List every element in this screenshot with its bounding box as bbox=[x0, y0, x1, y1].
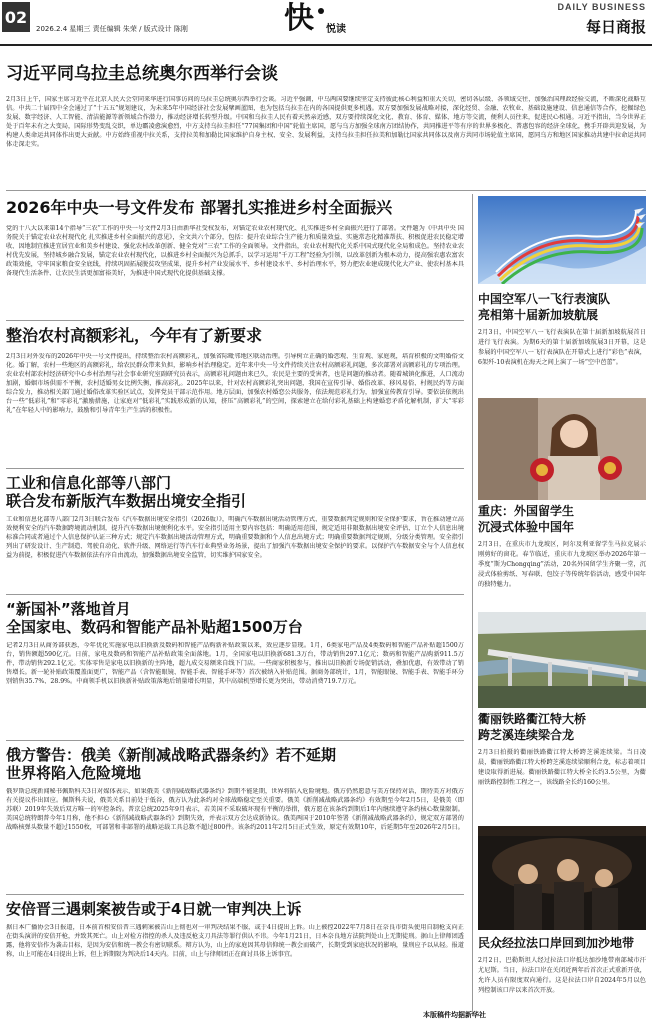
caption-title: 中国空军八一飞行表演队 亮相第十届新加坡航展 bbox=[478, 292, 611, 322]
page-header bbox=[0, 0, 652, 46]
page-number: 02 bbox=[2, 2, 30, 32]
divider bbox=[6, 468, 464, 469]
article-body: 据日本广播协会3日报道，日本前首相安倍晋三遇刺案被告山上彻也对一审判决结果不服，或于4日提出上诉。山上被控2022年7月8日在奈良市街头使用自制枪支向正在街头演讲的安倍开枪，并致其死亡。山上对检方指控的杀人及违反枪支刀具法等罪行供认不讳。今年1月21日，日本奈良地方法院判处山上无期徒刑。据山上律师团透露，他将安倍作为袭击目标，是因为安倍和统一教会有密切联系。辩方认为，山上的家庭因其母信仰统一教会而破产，长期受到家庭状况的影响，量刑应予以从轻。报道称，山上可能在4日提出上诉，但上诉期限为判决后14天内。目前，山上与律师团正在商讨具体上诉事宜。 bbox=[6, 924, 464, 958]
article-no1-document bbox=[6, 198, 464, 317]
article-body: 2月3日对外发布的2026年中央一号文件提出，持续整治农村高额彩礼，加强省际毗邻地区联动治理。引导树立正确的婚恋观、生育观、家庭观，培育积极的文明婚俗文化。婚丁解，农村一些地区的高额彩礼，给农民群众带来负担，影响乡村治理稳定。近年来中央一号文件持续关注农村高额彩礼问题，多次部署对高额彩礼的专项治理。农业农村部农村经济研究中心乡村治理与社会事业研究室副研究员表示，高额彩礼问题由来已久，农民是主要的受害者，也是问题的推动者。随着城镇化推进，人口流动加剧，婚姻市场供需不平衡，农村适婚男女比例失衡，推高彩礼。2025年以来，针对农村高额彩礼突出问题，我国在宣传引导、婚俗改革、移风易俗、村规民约等方面综合发力，推动相关部门通过婚俗改革实验区试点，发挥党员干部示范作用。地方层面，加强农村婚恋公共服务，依法规范彩礼行为，加强宣传教育引导。要依法依规出台一些“低彩礼”和“零彩礼”激励措施，让家庭对“低彩礼”实践形成新的认知，挤压“高额彩礼”的空间，探索建立在给付彩礼基础上构建婚恋矛盾化解机制，扩大“零彩礼”在年轻人中的影响力，鼓励和引导青年生产生活的积极性。 bbox=[6, 353, 464, 415]
article-body: 俄罗斯总统新闻秘书佩斯科夫3日对媒体表示，如果俄美《新削减战略武器条约》到期不能延期，世界将陷入危险境地。俄方仍然愿意与美方保持对话，期待美方对俄方有关提议作出回应。佩斯科夫说，俄美关系目前处于低谷，俄方认为此条约对全球战略稳定至关重要。俄美《新削减战略武器条约》有效期至今年2月5日，是俄美（即苏联）2019年失效后双方唯一的军控条约。普京总统2025年9月表示，若美国不采取破坏现有平衡的举措，俄方愿在该条约到期后1年内继续遵守条约核心数量限制。美国总统特朗普今年1月称，他不担心《新削减战略武器条约》到期失效，并表示双方会达成新协议。俄美两国于2010年签署《新削减战略武器条约》，规定双方部署的战略核弹头数量不超过1550枚，可部署和非部署的战略运载工具总数不超过800件。该条约2011年2月5日正式生效，原定有效期10年，后延期5年至2026年2月5日。 bbox=[6, 788, 464, 831]
photo-railway-bridge bbox=[478, 612, 646, 708]
caption-title: 衢丽铁路衢江特大桥 跨芝溪连续梁合龙 bbox=[478, 712, 587, 742]
article-russia-us-treaty bbox=[6, 746, 464, 874]
article-body: 工业和信息化部等八部门2月3日联合发布《汽车数据出境安全指引（2026版）》，明确汽车数据出境活动管理方式、重要数据判定规则和安全保护要求，旨在推动建立高效便利安全的汽车数据跨境流动机制，提升汽车数据出境便利化水平。安全指引适用主要内容包括：明确适用范围，规定适用非限数据出境安全评估、订立个人信息出境标准合同或者通过个人信息保护认证三种方式；规定汽车数据出境活动管理方式，明确重要数据和个人信息出境方式；明确重要数据判定规则，分级分类管理。安全指引列出了研发设计、生产制造、驾驶自动化、软件升级、网络运行等汽车行业典型业务场景，提出了加强汽车数据出境安全保护的要求。以保护汽车数据安全与个人信息权益为前提，积极促进汽车数据依法有序自由流动，加强数据出境安全监管，切实维护国家安全。 bbox=[6, 516, 464, 559]
headline: 2026年中央一号文件发布 部署扎实推进乡村全面振兴 bbox=[6, 198, 393, 217]
article-body: 2月3日上午，国家主席习近平在北京人民大会堂同来华进行国事访问的乌拉圭总统奥尔西举行会谈。习近平强调，中乌两国要继续坚定支持彼此核心利益和重大关切，密切各层级、各领域交往，加强治国理政经验交流，不断深化战略互信。中共二十届四中全会通过了“十五五”规划建议，为未来5年中国经济社会发展擘画蓝图，也为包括乌拉圭在内的各国提供更多机遇。双方要加强发展战略对接，深化经贸、金融、农牧业、基础设施建设、信息通信等合作，挖掘绿色发展、数字经济、人工智能、清洁能源等新领域合作潜力，推动经济增长转型升级。中国和乌拉圭人民有着天然亲近感，双方要持续深化文化、教育、体育、媒体、地方等交流，便利人员往来，促进民心相通。习近平指出，当今世界正处于百年未有之大变局，国际形势变乱交织，单边霸凌愈演愈烈，中方支持乌拉圭担任“77国集团和中国”轮值主席国，愿与乌方加强全球南方团结协作，共同推进平等有序的世界多极化、普惠包容的经济全球化，携手开辟共迎发展，为构建人类命运共同体作出更大贡献。中方始终重视中拉关系，支持拉美和加勒比国家维护自身主权、安全、发展利益，支持乌拉圭担任拉美和加勒比国家共同体以及南方共同市场轮值主席国，愿同乌方和地区国家推动共建中拉命运共同体走深走实。 bbox=[6, 96, 646, 149]
photo-air-show bbox=[478, 196, 646, 284]
headline: 整治农村高额彩礼，今年有了新要求 bbox=[6, 326, 263, 345]
article-abe-case bbox=[6, 900, 464, 1006]
article-bride-price bbox=[6, 326, 464, 457]
divider bbox=[6, 740, 464, 741]
caption-body: 2月3日，在重庆市九龙坡区，阿尔及利亚留学生马拉克展示刚剪好的窗花。春节临近，重庆市九龙坡区举办2026年第一季度“斯为Chongqing”活动，20名外国留学生齐聚一堂，沉浸式体验剪纸、写春联、包饺子等传统年俗活动，感受中国年的独特魅力。 bbox=[478, 541, 646, 588]
issue-meta: 2026.2.4 星期三 责任编辑 朱荣 / 版式设计 陈刚 bbox=[36, 25, 188, 33]
article-auto-data bbox=[6, 474, 464, 588]
column-divider bbox=[472, 194, 473, 1016]
article-xi-uruguay bbox=[6, 64, 646, 200]
headline: 工业和信息化部等八部门 联合发布新版汽车数据出境安全指引 bbox=[6, 474, 247, 510]
column-dot bbox=[318, 8, 324, 14]
headline: 习近平同乌拉圭总统奥尔西举行会谈 bbox=[6, 64, 278, 84]
headline: 安倍晋三遇刺案被告或于4日就一审判决上诉 bbox=[6, 900, 302, 918]
caption-body: 2月3日，中国空军八一飞行表演队在第十届新加坡航展首日进行飞行表演。为期6天的第十届新加坡航展3日开幕，这是参展的中国空军八一飞行表演队在开幕式上进行“彩色”表演，6架歼-10表演机在海天之间上演了一场“空中芭蕾”。 bbox=[478, 329, 646, 366]
brand-english: DAILY BUSINESS bbox=[557, 2, 646, 12]
headline: “新国补”落地首月 全国家电、数码和智能产品补贴超1500万台 bbox=[6, 600, 303, 636]
article-body: 记者2月3日从商务部获悉，今年优化实施家电以旧换新及数码和智能产品购新补贴政策以来，效应逐步显现。1月，6类家电产品及4类数码和智能产品补贴超1500万台，销售额超590亿元。日前，家电及数码和智能产品补贴政策全面落地。1月，全国家电以旧换新681.3万台，带动销售297.1亿元；数码和智能产品购新911.5万件，带动销售292.1亿元。实体零售是家电以旧换新的主阵地，超九成交易额来自线下门店。一些商家积极参与，推出以旧换新专场促销活动，叠加优惠，有效带动了销售增长。新一轮补贴政策覆盖面更广，智能产品（含智能眼镜、智能手表、智能手环等）首次被纳入补贴范围。据商务部统计，1月，智能眼镜、智能手表、智能手环分别销售35.7%、28.9%。中商领手机以旧换新补贴政策落地后销量增长明显，其中高端机型增长更为突出，带动消费719.7万元。 bbox=[6, 642, 464, 685]
caption-body: 2月2日，巴勒斯坦人经过拉法口岸抵达加沙地带南部城市汗尤尼斯。当日，拉法口岸在关闭近两年后首次正式重新开放，允许人员有限度双向通行。这是拉法口岸自2024年5月以色列控制该口岸以来首次开放。 bbox=[478, 957, 646, 994]
photo-rafah-crossing bbox=[478, 826, 646, 930]
caption-title: 重庆：外国留学生 沉浸式体验中国年 bbox=[478, 504, 575, 534]
photo-chongqing-student bbox=[478, 398, 646, 500]
divider bbox=[6, 320, 464, 321]
brand-chinese: 每日商报 bbox=[585, 18, 646, 36]
column-name: 悦读 bbox=[326, 24, 346, 35]
column-mark: 快 bbox=[284, 1, 314, 36]
article-trade-in bbox=[6, 600, 464, 732]
divider bbox=[6, 594, 464, 595]
divider bbox=[6, 190, 646, 191]
footer-credit: 本版稿件均据新华社 bbox=[423, 1011, 486, 1019]
headline: 俄方警告：俄美《新削减战略武器条约》若不延期 世界将陷入危险境地 bbox=[6, 746, 337, 782]
divider bbox=[6, 894, 464, 895]
article-body: 党的十八大以来第14个指导“三农”工作的中央一号文件2月3日由新华社受权发布，对锚定农业农村现代化、扎实推进乡村全面振兴进行了部署。文件题为《中共中央 国务院关于锚定农业农村现代化 扎实推进乡村全面振兴的意见》，全文共六个部分，包括：提升农业综合生产能力和质量效益、实施常态化精准帮扶、积极促进农民稳定增收、因地制宜推进宜居宜业和美乡村建设、强化农村改革创新、健全党对“三农”工作的全面领导。文件指出，农业农村现代化关系中国式现代化全局和成色。坚持农业农村优先发展，坚持城乡融合发展，锚定农业农村现代化，以推进乡村全面振兴为总抓手，以学习运用“千万工程”经验为引领，以改革创新为根本动力，提高强农惠农富农政策效能，守牢国家粮食安全底线，持续巩固拓展脱贫攻坚成果，提升乡村产业发展水平、乡村建设水平、乡村治理水平，努力把农业建成现代化大产业、使农村基本具备现代生活条件、让农民生活更加富裕美好，为推进中国式现代化提供基础支撑。 bbox=[6, 225, 464, 278]
caption-title: 民众经拉法口岸回到加沙地带 bbox=[478, 936, 635, 950]
caption-body: 2月3日拍摄的衢丽铁路衢江特大桥跨芝溪连续梁。当日凌晨，衢丽铁路衢江特大桥跨芝溪连续梁顺利合龙，标志着项目建设取得新进展。衢丽铁路衢江特大桥全长约3.5公里，为衢丽铁路控制性工程之一，该线路全长约160公里。 bbox=[478, 749, 646, 786]
